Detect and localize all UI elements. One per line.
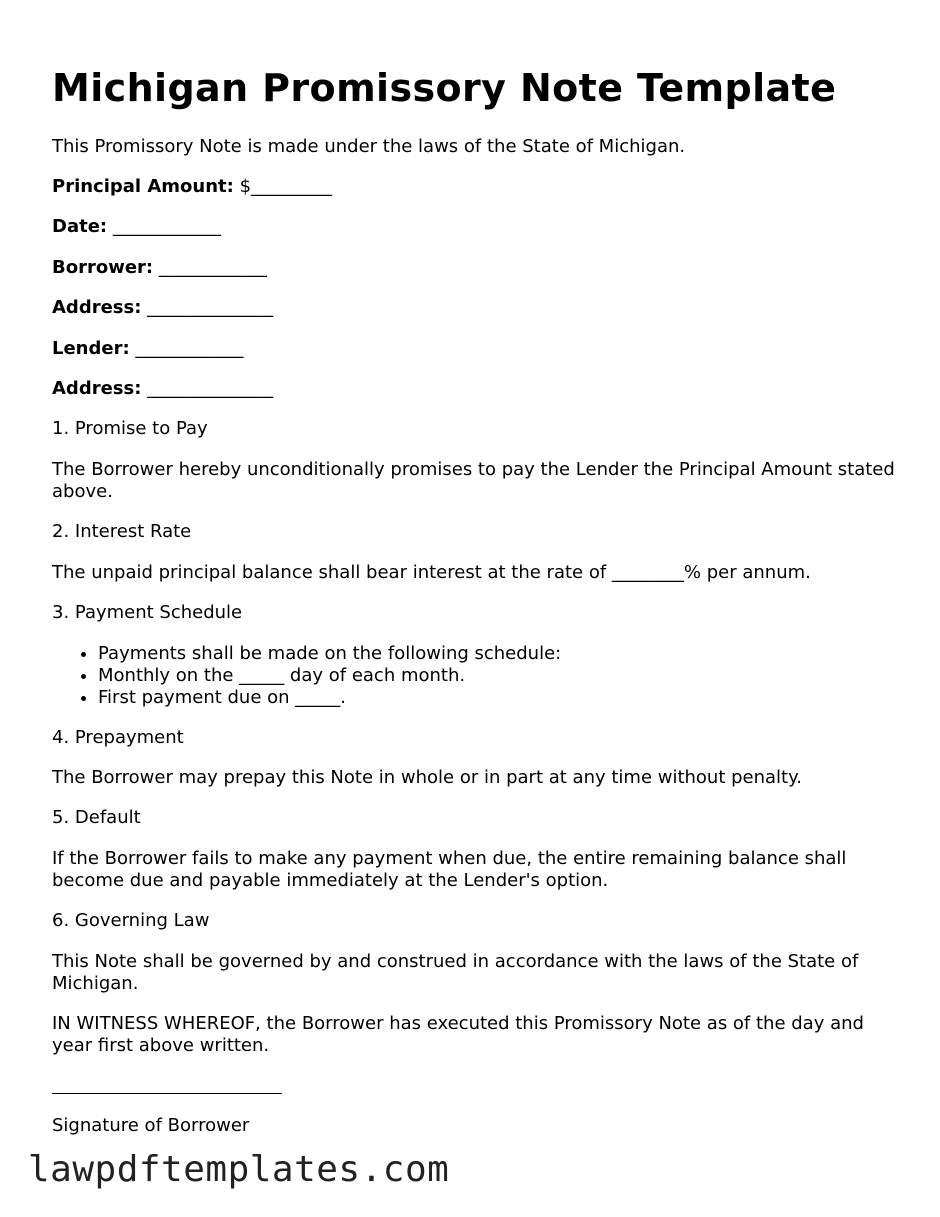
- field-label: Address:: [52, 297, 142, 318]
- field-principal-amount: [52, 176, 332, 198]
- field-label: Principal Amount:: [52, 176, 234, 197]
- list-item: • Payments shall be made on the following schedule:: [98, 643, 561, 665]
- field-label: Borrower:: [52, 257, 154, 278]
- field-label: Date:: [52, 216, 108, 237]
- section-body-promise: The Borrower hereby unconditionally promises to pay the Lender the Principal Amount stated above.: [52, 459, 895, 502]
- field-blank: ______________: [147, 378, 274, 399]
- field-label: Lender:: [52, 338, 130, 359]
- field-date: [52, 216, 221, 238]
- witness-text: IN WITNESS WHEREOF, the Borrower has executed this Promissory Note as of the day and year first above written.: [52, 1013, 864, 1056]
- section-heading-default: 5. Default: [52, 807, 141, 828]
- page-title: Michigan Promissory Note Template: [52, 66, 837, 110]
- signature-label: Signature of Borrower: [52, 1115, 250, 1136]
- section-body-default: If the Borrower fails to make any payment when due, the entire remaining balance shall become due and payable immediately at the Lender's option.: [52, 848, 847, 891]
- field-blank: ______________: [147, 297, 274, 318]
- section-heading-schedule: 3. Payment Schedule: [52, 602, 243, 623]
- section-heading-prepayment: 4. Prepayment: [52, 727, 184, 748]
- watermark: lawpdftemplates.com: [28, 1149, 450, 1190]
- intro-text: This Promissory Note is made under the laws of the State of Michigan.: [52, 136, 686, 157]
- section-body-prepayment: The Borrower may prepay this Note in whole or in part at any time without penalty.: [52, 767, 802, 788]
- section-heading-promise: 1. Promise to Pay: [52, 418, 208, 439]
- field-blank: ____________: [158, 257, 267, 278]
- field-lender-address: [52, 378, 273, 400]
- field-blank: $_________: [239, 176, 333, 197]
- list-item: • Monthly on the _____ day of each month.: [98, 665, 561, 687]
- signature-line: [52, 1093, 282, 1094]
- list-item: • First payment due on _____.: [98, 687, 561, 709]
- schedule-list: [52, 643, 561, 709]
- field-label: Address:: [52, 378, 142, 399]
- field-borrower: [52, 257, 267, 279]
- field-blank: ____________: [135, 338, 244, 359]
- field-blank: ____________: [112, 216, 221, 237]
- section-heading-law: 6. Governing Law: [52, 910, 210, 931]
- field-lender: [52, 338, 243, 360]
- section-heading-interest: 2. Interest Rate: [52, 521, 192, 542]
- field-borrower-address: [52, 297, 273, 319]
- section-body-law: This Note shall be governed by and construed in accordance with the laws of the State of Michigan.: [52, 951, 859, 994]
- section-body-interest: The unpaid principal balance shall bear interest at the rate of ________% per annum.: [52, 562, 811, 583]
